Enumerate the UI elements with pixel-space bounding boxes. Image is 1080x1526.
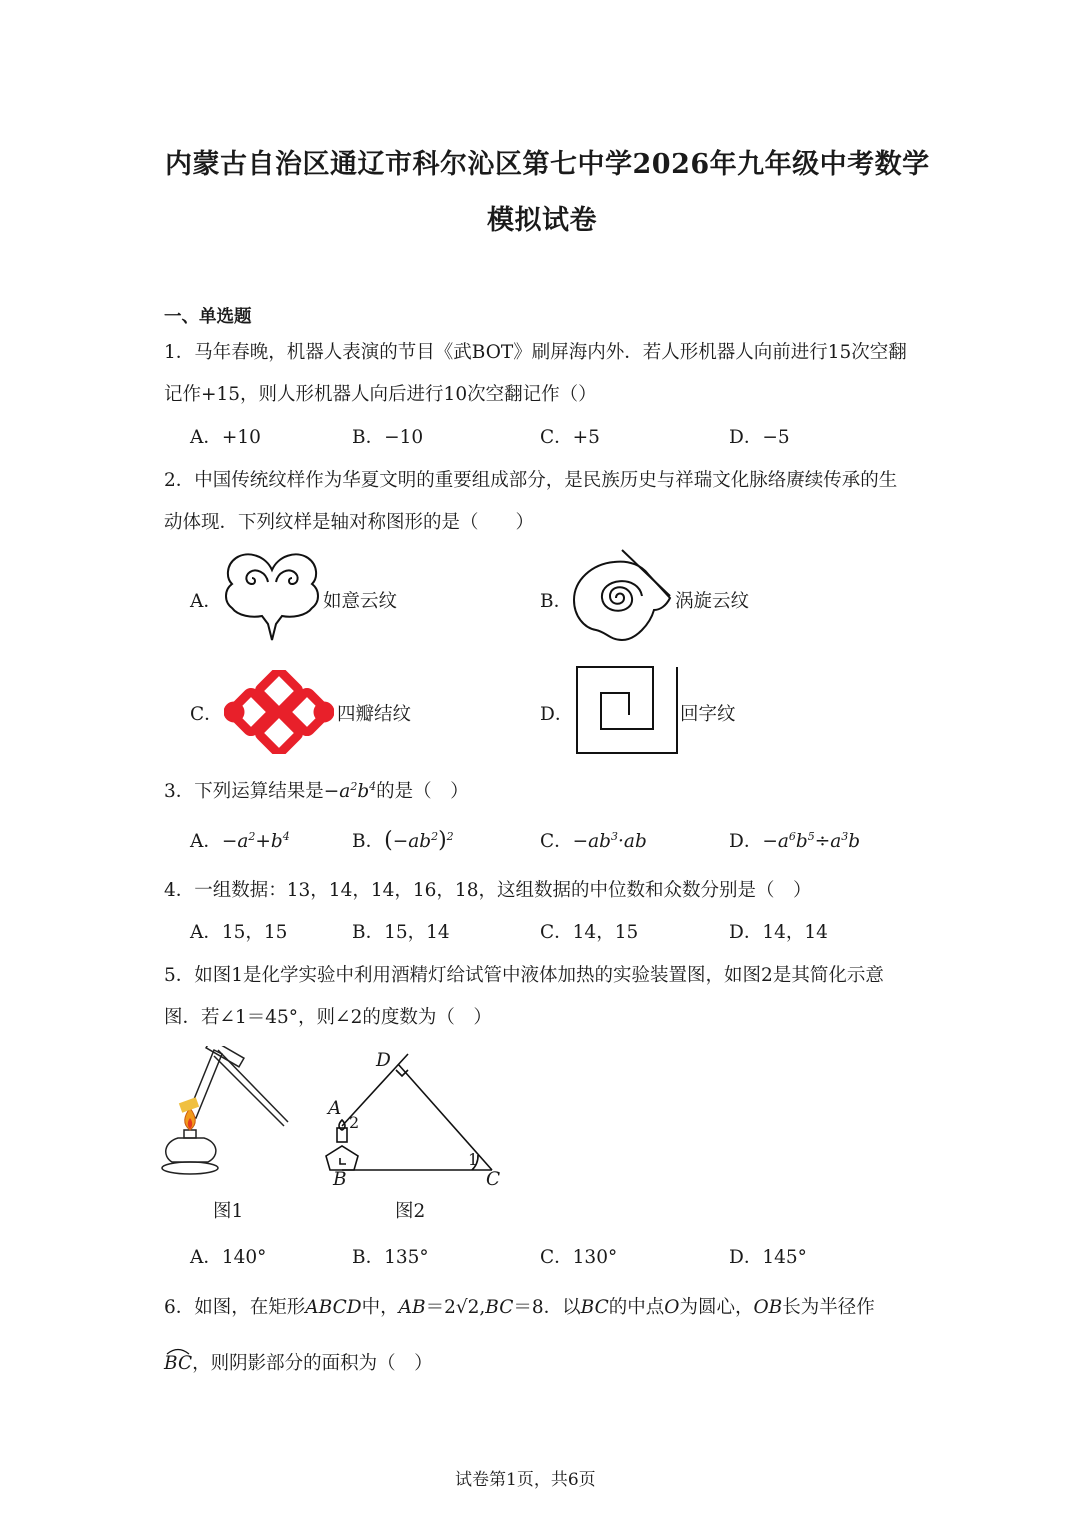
q2-text-line2: 动体现．下列纹样是轴对称图形的是（ ） <box>164 512 535 533</box>
section-heading: 一、单选题 <box>164 307 252 327</box>
q2-option-c-letter: C． <box>190 704 223 725</box>
fig2-label-b: B <box>333 1169 347 1190</box>
q5-option-c: C．130° <box>540 1247 618 1268</box>
q4-option-d: D．14，14 <box>729 922 828 943</box>
q2-option-a-name: 如意云纹 <box>323 591 398 612</box>
q2-option-a-letter: A． <box>190 591 222 612</box>
fig2-label-a: A <box>328 1098 342 1119</box>
q1-text-line1: 1．马年春晚，机器人表演的节目《武BOT》刷屏海内外．若人形机器人向前进行15次空翻 <box>164 342 907 363</box>
fig2-angle-2: 2 <box>349 1113 360 1132</box>
q6-arc-bc: BC <box>164 1353 192 1374</box>
q4-text: 4．一组数据：13，14，14，16，18，这组数据的中位数和众数分别是（ ） <box>164 880 812 901</box>
q5-text-line1: 5．如图1是化学实验中利用酒精灯给试管中液体加热的实验装置图，如图2是其简化示意 <box>164 965 884 986</box>
q2-text-line1: 2．中国传统纹样作为华夏文明的重要组成部分，是民族历史与祥瑞文化脉络赓续传承的生 <box>164 470 898 491</box>
q3-text: 3．下列运算结果是$-a^2b^4$的是（ ） <box>164 779 469 802</box>
q3-option-d: D．$-a^6b^5\div a^3b$ <box>729 829 861 852</box>
swirl-cloud-pattern-icon <box>570 548 674 646</box>
q4-option-a: A．15，15 <box>190 922 288 943</box>
q1-option-b: B．−10 <box>352 427 424 448</box>
exam-title-line2: 模拟试卷 <box>487 205 597 236</box>
four-petal-knot-pattern-icon <box>224 670 334 754</box>
q2-option-d-letter: D． <box>540 704 574 725</box>
q5-text-line2: 图．若∠1＝45°，则∠2的度数为（ ） <box>164 1007 492 1028</box>
q3-option-a: A．$-a^2+b^4$ <box>190 829 290 852</box>
fig2-caption: 图2 <box>395 1201 426 1222</box>
q4-option-b: B．15，14 <box>352 922 450 943</box>
q3-option-c: C．$-ab^3\cdot ab$ <box>540 829 647 852</box>
q2-option-b-letter: B． <box>540 591 573 612</box>
q3-target-expression: $-a^2b^4$ <box>323 779 377 802</box>
q5-option-a: A．140° <box>190 1247 267 1268</box>
q1-option-d: D．−5 <box>729 427 790 448</box>
exam-title-line1: 内蒙古自治区通辽市科尔沁区第七中学2026年九年级中考数学 <box>165 149 930 180</box>
q2-option-c-name: 四瓣结纹 <box>337 704 412 725</box>
fig2-label-c: C <box>486 1169 501 1190</box>
q2-option-d-name: 回字纹 <box>680 704 736 725</box>
alcohol-lamp-apparatus-figure <box>158 1046 292 1178</box>
q5-option-d: D．145° <box>729 1247 807 1268</box>
q2-option-b-name: 涡旋云纹 <box>675 591 750 612</box>
q6-text-line2: BC，则阴影部分的面积为（ ） <box>164 1349 433 1375</box>
q6-text-line1: 6．如图，在矩形ABCD中，AB＝2√2,BC＝8．以BC的中点O为圆心，OB长为半径作 <box>164 1297 875 1318</box>
q3-option-b: B．$(-ab^2)^2$ <box>352 828 454 853</box>
fig2-label-d: D <box>376 1050 391 1071</box>
q1-option-a: A．+10 <box>190 427 261 448</box>
q6-given-lengths: AB＝2√2,BC＝8 <box>398 1297 544 1318</box>
ruyi-cloud-pattern-icon <box>222 548 322 644</box>
page-footer: 试卷第1页，共6页 <box>455 1470 596 1490</box>
q4-option-c: C．14，15 <box>540 922 639 943</box>
q5-option-b: B．135° <box>352 1247 429 1268</box>
fig2-angle-1: 1 <box>468 1150 479 1169</box>
fig1-caption: 图1 <box>213 1201 244 1222</box>
hui-character-pattern-icon <box>573 665 681 755</box>
q1-text-line2: 记作+15，则人形机器人向后进行10次空翻记作（） <box>164 384 597 405</box>
q1-option-c: C．+5 <box>540 427 600 448</box>
